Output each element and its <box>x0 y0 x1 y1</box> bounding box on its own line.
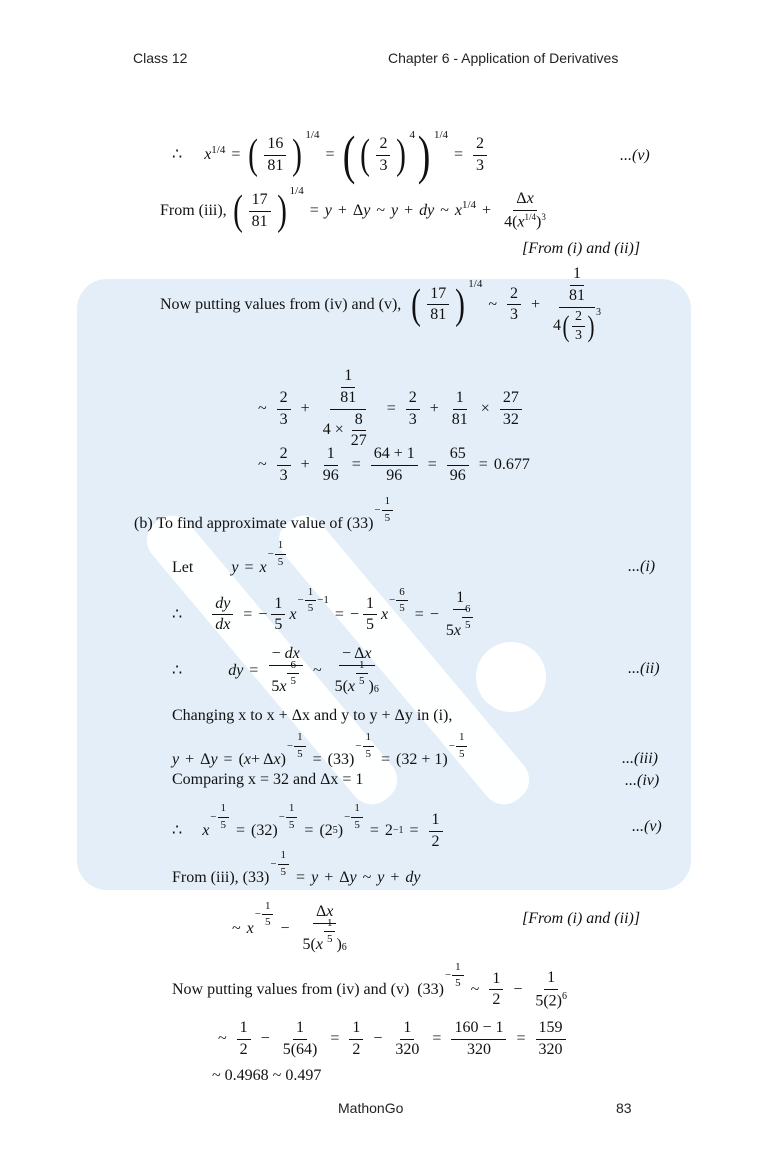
watermark-dot <box>476 642 546 712</box>
ref-v-1: ...(v) <box>620 147 650 164</box>
final-approx: ~ 0.4968 ~ 0.497 <box>212 1067 322 1084</box>
equation-step-1: ~ $\frac{2}{3}$ + $\frac{1}{81}$ 4 × $\frac{8}{27}$ = $\frac{2}{3}$ + $\frac{1}{81}$ × $\frac{27}{32}$ <box>252 368 526 450</box>
ref-iv: ...(iv) <box>625 772 660 789</box>
equation-approx: ~ x − $\frac{1}{5}$ − Δx 5( x $\frac{1}{5}$ ) $_6$ <box>232 899 347 954</box>
equation-from-iii: From (iii), ( $\frac{17}{81}$ ) 1/4 = y + Δ y ~ y + dy ~ x 1/4 + $\frac{\Delta x}{4(x^{1/4})^3}$ <box>160 184 546 234</box>
changing-text: Changing x to x + Δx and y to y + Δy in (i), <box>172 707 453 724</box>
ref-from-i-ii-a: [From (i) and (ii)] <box>522 240 641 257</box>
ref-v-2: ...(v) <box>632 818 662 835</box>
equation-now-putting-a: Now putting values from (iv) and (v), ( $\frac{17}{81}$ ) 1/4 ~ $\frac{2}{3}$ + $\frac{1}{81}$ 4 ( $\frac{2}{3}$ ) 3 <box>160 265 602 344</box>
part-b-label: (b) To find approximate value of (33) <box>134 515 374 533</box>
footer-page-number: 83 <box>616 1100 632 1116</box>
from-iii-label: From (iii), <box>160 202 227 219</box>
equation-x-quarter: ∴ $x^{1/4}$ = ( $\frac{16}{81}$ ) 1/4 = ( ( $\frac{2}{3}$ ) 4 ) 1/4 = $\frac{2}{3}$ <box>172 128 491 182</box>
therefore-symbol: ∴ <box>172 661 183 679</box>
equation-dy: ∴ dy = − dx 5 x $\frac{6}{5}$ ~ − Δx 5( x $\frac{1}{5}$ ) $_6$ <box>172 645 379 696</box>
ref-iii: ...(iii) <box>622 750 658 767</box>
let-label: Let <box>172 559 194 577</box>
equation-let: Let y = x − $\frac{1}{5}$ <box>172 554 287 582</box>
comparing-text: Comparing x = 32 and Δx = 1 <box>172 771 364 788</box>
therefore-symbol: ∴ <box>172 146 183 163</box>
ref-from-i-ii-b: [From (i) and (ii)] <box>522 910 641 927</box>
from-iii-b-label: From (iii), <box>172 869 239 887</box>
now-putting-a-label: Now putting values from (iv) and (v), <box>160 295 402 313</box>
ref-ii: ...(ii) <box>628 660 660 677</box>
equation-derivative: ∴ $\frac{dy}{dx}$ = − $\frac{1}{5}$ x − $\frac{1}{5}$ −1 = − $\frac{1}{5}$ x − $\frac{6}{5}$ = − 1 5 x $\frac{6}{5}$ <box>172 590 481 640</box>
part-b-heading: (b) To find approximate value of (33) − $\frac{1}{5}$ <box>134 510 394 538</box>
header-chapter: Chapter 6 - Application of Derivatives <box>388 50 619 66</box>
equation-step-2: ~ $\frac{2}{3}$ + $\frac{1}{96}$ = $\frac{64 + 1}{96}$ = $\frac{65}{96}$ = 0.677 <box>258 445 530 484</box>
therefore-symbol: ∴ <box>172 822 183 840</box>
ref-i: ...(i) <box>628 558 656 575</box>
equation-x-value: ∴ x − $\frac{1}{5}$ = (32) − $\frac{1}{5}$ = (2 5 ) − $\frac{1}{5}$ = 2 −1 = $\frac{1}{2}$ <box>172 812 447 851</box>
equation-final-fraction: ~ $\frac{1}{2}$ − $\frac{1}{5(64)}$ = $\frac{1}{2}$ − $\frac{1}{320}$ = $\frac{160 - 1}{320}$ = $\frac{159}{320}$ <box>212 1020 570 1059</box>
now-putting-b-label: Now putting values from (iv) and (v) <box>172 980 410 998</box>
equation-from-iii-b: From (iii), (33) − $\frac{1}{5}$ = y + Δ y ~ y + dy <box>172 849 421 887</box>
footer-brand: MathonGo <box>338 1100 404 1116</box>
equation-now-putting-b: Now putting values from (iv) and (v) (33) − $\frac{1}{5}$ ~ $\frac{1}{2}$ − $\frac{1}{5(2)^6}$ <box>172 960 567 1010</box>
therefore-symbol: ∴ <box>172 605 183 623</box>
header-class: Class 12 <box>133 50 188 66</box>
equation-increment: y + Δ y = ( x + Δ x ) − $\frac{1}{5}$ = (33) − $\frac{1}{5}$ = (32 + 1) − $\frac{1}{5}$ <box>172 746 468 774</box>
